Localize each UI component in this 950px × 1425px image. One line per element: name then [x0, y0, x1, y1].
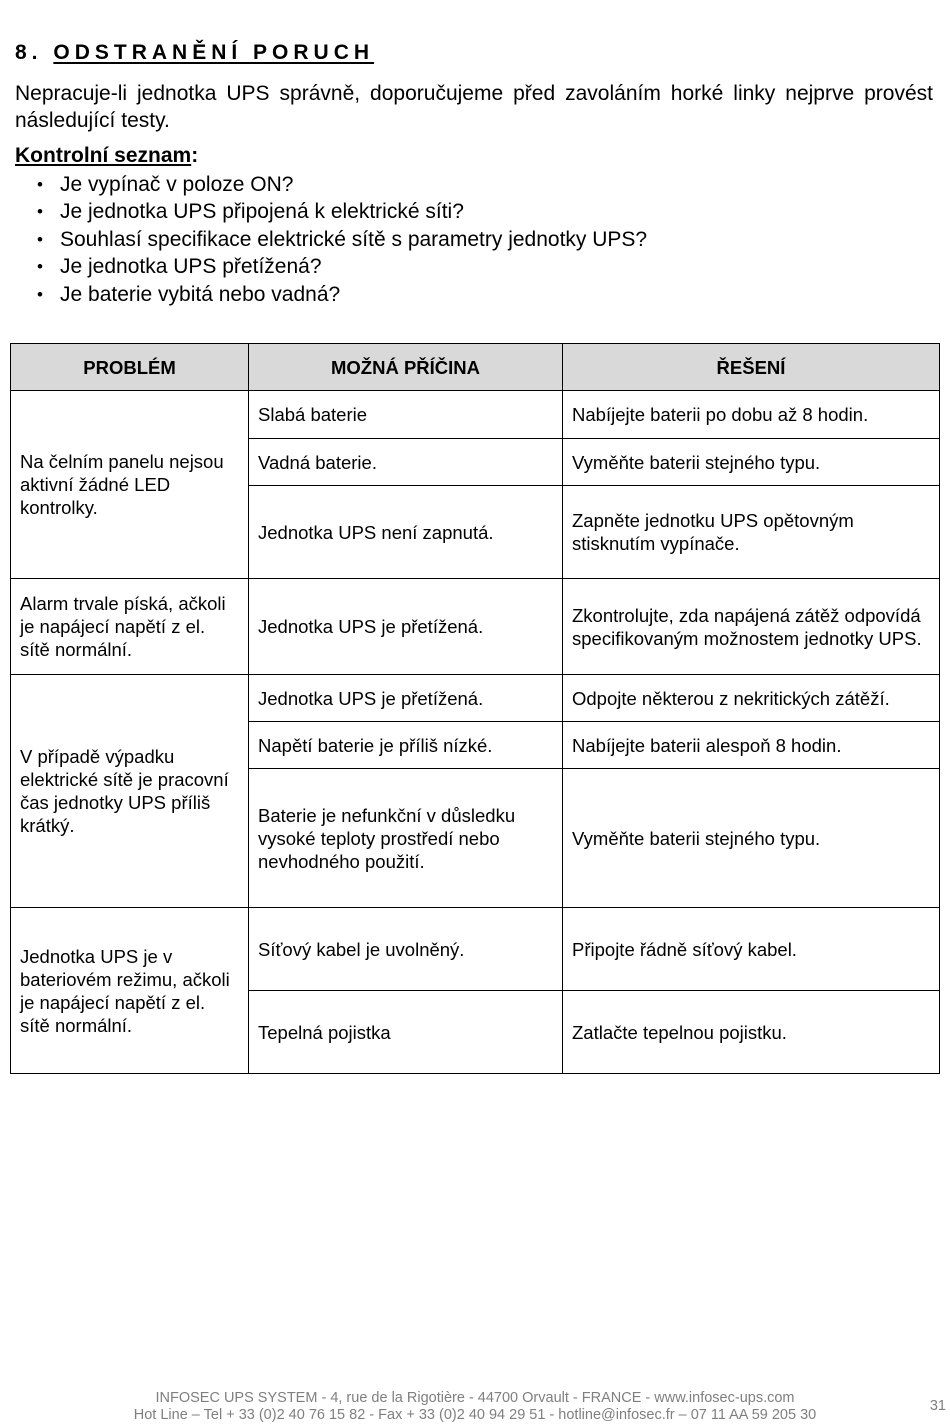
solution-cell: Odpojte některou z nekritických zátěží. — [563, 675, 940, 722]
footer-address: INFOSEC UPS SYSTEM - 4, rue de la Rigotière - 44700 Orvault - FRANCE - www.infosec-ups.com — [155, 1390, 795, 1406]
bullet-icon: • — [37, 229, 43, 249]
checklist-item — [15, 171, 647, 198]
cause-cell: Jednotka UPS není zapnutá. — [249, 486, 563, 579]
solution-cell: Zatlačte tepelnou pojistku. — [563, 991, 940, 1074]
section-title: ODSTRANĚNÍ PORUCH — [53, 41, 375, 64]
table-row — [11, 675, 940, 722]
cause-cell: Vadná baterie. — [249, 439, 563, 486]
header-cause: MOŽNÁ PŘÍČINA — [249, 344, 563, 391]
table-row — [11, 908, 940, 991]
checklist-item-text: Je jednotka UPS připojená k elektrické síti? — [60, 200, 464, 224]
checklist-item-text: Je baterie vybitá nebo vadná? — [60, 282, 341, 306]
checklist-item — [15, 226, 647, 253]
solution-cell: Vyměňte baterii stejného typu. — [563, 769, 940, 908]
checklist-item-text: Souhlasí specifikace elektrické sítě s parametry jednotky UPS? — [60, 227, 648, 251]
checklist-title: Kontrolní seznam — [15, 144, 192, 167]
solution-cell: Zkontrolujte, zda napájená zátěž odpovídá specifikovaným možnostem jednotky UPS. — [563, 579, 940, 675]
table-row — [11, 579, 940, 675]
bullet-icon: • — [37, 284, 43, 304]
problem-cell: Na čelním panelu nejsou aktivní žádné LED kontrolky. — [11, 391, 249, 579]
cause-cell: Jednotka UPS je přetížená. — [249, 675, 563, 722]
checklist-colon: : — [191, 144, 199, 167]
section-number: 8. — [15, 41, 43, 64]
header-problem: PROBLÉM — [11, 344, 249, 391]
checklist-item-text: Je jednotka UPS přetížená? — [60, 255, 322, 279]
solution-cell: Nabíjejte baterii alespoň 8 hodin. — [563, 722, 940, 769]
cause-cell: Síťový kabel je uvolněný. — [249, 908, 563, 991]
checklist-item-text: Je vypínač v poloze ON? — [60, 173, 294, 196]
checklist-item — [15, 198, 647, 225]
solution-cell: Vyměňte baterii stejného typu. — [563, 439, 940, 486]
cause-cell: Tepelná pojistka — [249, 991, 563, 1074]
bullet-icon: • — [37, 257, 43, 277]
problem-cell: Jednotka UPS je v bateriovém režimu, ačkoli je napájecí napětí z el. sítě normální. — [11, 908, 249, 1074]
solution-cell: Zapněte jednotku UPS opětovným stisknutím vypínače. — [563, 486, 940, 579]
table-header-row — [11, 344, 940, 391]
solution-cell: Připojte řádně síťový kabel. — [563, 908, 940, 991]
cause-cell: Napětí baterie je příliš nízké. — [249, 722, 563, 769]
checklist-item — [15, 281, 647, 308]
section-heading — [15, 41, 374, 65]
checklist — [15, 171, 647, 308]
checklist-item — [15, 253, 647, 280]
page-number: 31 — [929, 1398, 946, 1414]
footer-contact: Hot Line – Tel + 33 (0)2 40 76 15 82 - Fax + 33 (0)2 40 94 29 51 - hotline@infosec.fr – 07 11 AA 59 205 30 — [133, 1407, 817, 1423]
cause-cell: Jednotka UPS je přetížená. — [249, 579, 563, 675]
checklist-heading — [15, 144, 198, 168]
intro-paragraph: Nepracuje-li jednotka UPS správně, doporučujeme před zavoláním horké linky nejprve provést následující testy. — [15, 82, 933, 132]
troubleshooting-table — [10, 343, 940, 1074]
header-solution: ŘEŠENÍ — [563, 344, 940, 391]
table-row — [11, 391, 940, 439]
bullet-icon: • — [37, 202, 43, 222]
problem-cell: V případě výpadku elektrické sítě je pracovní čas jednotky UPS příliš krátký. — [11, 675, 249, 908]
cause-cell: Baterie je nefunkční v důsledku vysoké teploty prostředí nebo nevhodného použití. — [249, 769, 563, 908]
bullet-icon: • — [37, 175, 43, 194]
page-footer — [0, 1390, 950, 1424]
solution-cell: Nabíjejte baterii po dobu až 8 hodin. — [563, 391, 940, 439]
problem-cell: Alarm trvale píská, ačkoli je napájecí napětí z el. sítě normální. — [11, 579, 249, 675]
cause-cell: Slabá baterie — [249, 391, 563, 439]
